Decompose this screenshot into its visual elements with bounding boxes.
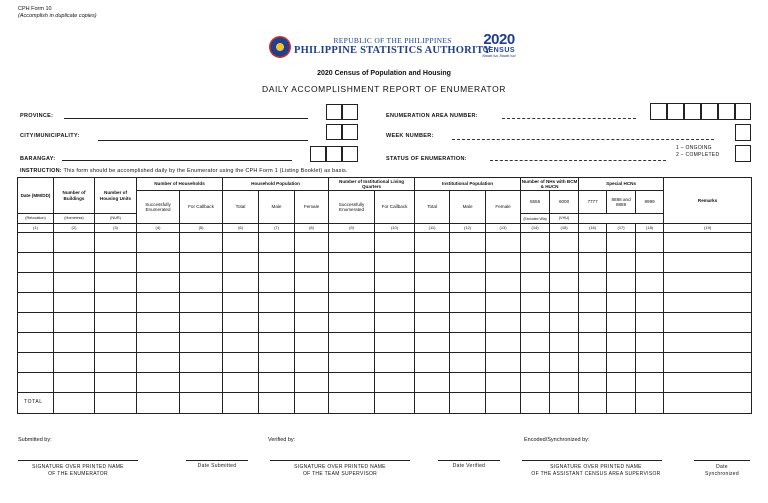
table-cell[interactable] <box>95 373 137 393</box>
col-households: Number of Households <box>137 178 223 191</box>
total-cell[interactable] <box>223 393 259 414</box>
table-row <box>18 333 752 353</box>
table-cell[interactable] <box>223 333 259 353</box>
census-title: 2020 Census of Population and Housing <box>317 70 451 77</box>
table-cell[interactable] <box>486 253 521 273</box>
column-number-row: (1) (2) (3) (4) (5) (6) (7) (8) (9) (10) (11) (12) (13) (14) (15) (16) (17) (18) (19) <box>18 224 752 233</box>
status-options: 1 – ONGOING 2 – COMPLETED <box>676 145 720 158</box>
table-cell[interactable] <box>415 333 450 353</box>
total-cell[interactable] <box>95 393 137 414</box>
col-relocation: (Relocation) <box>18 214 54 224</box>
table-cell[interactable] <box>180 373 223 393</box>
table-cell[interactable] <box>18 233 54 253</box>
city-code-box[interactable] <box>342 124 358 140</box>
total-cell[interactable] <box>486 393 521 414</box>
form-number-block <box>18 6 97 19</box>
table-cell[interactable] <box>450 293 486 313</box>
table-cell[interactable] <box>259 353 295 373</box>
table-row <box>18 233 752 253</box>
table-cell[interactable] <box>579 333 607 353</box>
table-cell[interactable] <box>259 333 295 353</box>
table-cell[interactable] <box>579 293 607 313</box>
col-date: Date (MM/DD) <box>18 178 54 214</box>
table-cell[interactable] <box>137 233 180 253</box>
col-nur: (NUR) <box>95 214 137 224</box>
date-verified-line[interactable] <box>438 460 500 461</box>
table-cell[interactable] <box>636 373 664 393</box>
total-cell[interactable] <box>295 393 329 414</box>
table-cell[interactable] <box>295 373 329 393</box>
table-cell[interactable] <box>607 273 636 293</box>
table-cell[interactable] <box>550 293 579 313</box>
table-cell[interactable] <box>295 293 329 313</box>
table-cell[interactable] <box>521 253 550 273</box>
col-remarks: Remarks <box>664 178 752 224</box>
province-label: PROVINCE: <box>20 113 54 119</box>
psa-seal-icon <box>269 36 291 58</box>
table-row <box>18 273 752 293</box>
table-cell[interactable] <box>486 353 521 373</box>
week-number-box[interactable] <box>735 124 751 141</box>
total-cell[interactable] <box>521 393 550 414</box>
table-cell[interactable] <box>521 353 550 373</box>
date-submitted-line[interactable] <box>186 460 248 461</box>
table-cell[interactable] <box>95 333 137 353</box>
submitted-by-label: Submitted by: <box>18 437 52 443</box>
province-code-box[interactable] <box>342 104 358 120</box>
col-inst-male: Male <box>450 191 486 224</box>
col-callback-hh: For Callback <box>180 191 223 224</box>
total-cell[interactable] <box>550 393 579 414</box>
table-cell[interactable] <box>180 353 223 373</box>
total-label: TOTAL <box>18 393 54 414</box>
table-cell[interactable] <box>137 313 180 333</box>
table-cell[interactable] <box>579 253 607 273</box>
table-cell[interactable] <box>450 273 486 293</box>
date-synchronized-caption: Date Synchronized <box>705 464 739 477</box>
col-vhu: (VHU) <box>550 214 579 224</box>
table-cell[interactable] <box>95 253 137 273</box>
table-cell[interactable] <box>375 313 415 333</box>
table-cell[interactable] <box>295 313 329 333</box>
total-cell[interactable] <box>180 393 223 414</box>
table-cell[interactable] <box>450 233 486 253</box>
table-cell[interactable] <box>259 293 295 313</box>
col-8888: 8888 and 8889 <box>607 191 636 214</box>
ea-code-box[interactable] <box>667 103 684 120</box>
form-number: CPH Form 10 <box>18 6 52 12</box>
col-7777: 7777 <box>579 191 607 214</box>
total-cell[interactable] <box>259 393 295 414</box>
status-box[interactable] <box>735 145 751 162</box>
supervisor-signature-line[interactable] <box>270 460 410 461</box>
ea-code-box[interactable] <box>684 103 701 120</box>
accomplishment-table <box>17 177 752 414</box>
total-cell[interactable] <box>415 393 450 414</box>
table-cell[interactable] <box>375 353 415 373</box>
table-cell[interactable] <box>54 293 95 313</box>
total-cell[interactable] <box>607 393 636 414</box>
table-cell[interactable] <box>550 233 579 253</box>
table-cell[interactable] <box>137 373 180 393</box>
table-cell[interactable] <box>137 353 180 373</box>
col-5555: 5555 <box>521 191 550 214</box>
table-cell[interactable] <box>223 253 259 273</box>
table-cell[interactable] <box>486 333 521 353</box>
agency-name: PHILIPPINE STATISTICS AUTHORITY <box>294 45 492 56</box>
table-cell[interactable] <box>223 273 259 293</box>
col-inst-total: Total <box>415 191 450 224</box>
col-excluded: (Excluded Villa) <box>521 214 550 224</box>
table-row <box>18 313 752 333</box>
province-field[interactable] <box>64 118 308 119</box>
table-cell[interactable] <box>664 353 752 373</box>
col-iq: Number of Institutional Living Quarters <box>329 178 415 191</box>
table-cell[interactable] <box>375 233 415 253</box>
table-cell[interactable] <box>295 353 329 373</box>
table-cell[interactable] <box>223 293 259 313</box>
col-hh-pop: Household Population <box>223 178 329 191</box>
city-code-box[interactable] <box>326 124 342 140</box>
col-buildings: Number of Buildings <box>54 178 95 214</box>
table-cell[interactable] <box>18 353 54 373</box>
col-hh-female: Female <box>295 191 329 224</box>
col-homeless: (Homeless) <box>54 214 95 224</box>
barangay-code-box[interactable] <box>342 146 358 162</box>
table-row <box>18 293 752 313</box>
table-cell[interactable] <box>54 273 95 293</box>
table-row <box>18 353 752 373</box>
province-code-box[interactable] <box>326 104 342 120</box>
table-cell[interactable] <box>95 313 137 333</box>
total-cell[interactable] <box>664 393 752 414</box>
table-cell[interactable] <box>18 373 54 393</box>
col-special: Special HCNs <box>579 178 664 191</box>
enumerator-signature-caption: SIGNATURE OVER PRINTED NAME OF THE ENUMERATOR <box>32 464 124 477</box>
total-cell[interactable] <box>329 393 375 414</box>
table-cell[interactable] <box>550 373 579 393</box>
table-cell[interactable] <box>18 273 54 293</box>
table-cell[interactable] <box>180 253 223 273</box>
table-cell[interactable] <box>636 233 664 253</box>
table-cell[interactable] <box>486 313 521 333</box>
table-cell[interactable] <box>295 253 329 273</box>
table-cell[interactable] <box>636 273 664 293</box>
table-cell[interactable] <box>180 313 223 333</box>
col-housing-units: Number of Housing Units <box>95 178 137 214</box>
table-cell[interactable] <box>295 273 329 293</box>
table-cell[interactable] <box>607 253 636 273</box>
table-cell[interactable] <box>295 333 329 353</box>
table-cell[interactable] <box>415 373 450 393</box>
date-submitted-caption: Date Submitted <box>197 463 237 469</box>
enumerator-signature-line[interactable] <box>18 460 138 461</box>
table-cell[interactable] <box>223 313 259 333</box>
table-cell[interactable] <box>415 293 450 313</box>
table-cell[interactable] <box>607 333 636 353</box>
table-cell[interactable] <box>137 333 180 353</box>
table-row <box>18 253 752 273</box>
table-cell[interactable] <box>636 353 664 373</box>
encoded-by-label: Encoded/Synchronized by: <box>524 437 590 443</box>
table-cell[interactable] <box>54 253 95 273</box>
table-cell[interactable] <box>579 233 607 253</box>
table-cell[interactable] <box>450 373 486 393</box>
table-cell[interactable] <box>137 273 180 293</box>
table-row <box>18 373 752 393</box>
col-hh-male: Male <box>259 191 295 224</box>
table-cell[interactable] <box>329 313 375 333</box>
table-cell[interactable] <box>550 313 579 333</box>
table-cell[interactable] <box>450 333 486 353</box>
ea-number-label: ENUMERATION AREA NUMBER: <box>386 113 478 119</box>
table-cell[interactable] <box>607 373 636 393</box>
report-title: DAILY ACCOMPLISHMENT REPORT OF ENUMERATOR <box>261 84 507 94</box>
ea-code-box[interactable] <box>701 103 718 120</box>
total-cell[interactable] <box>450 393 486 414</box>
table-cell[interactable] <box>415 313 450 333</box>
form-note: (Accomplish in duplicate copies) <box>18 12 97 19</box>
table-cell[interactable] <box>550 273 579 293</box>
table-cell[interactable] <box>329 373 375 393</box>
table-cell[interactable] <box>180 273 223 293</box>
table-cell[interactable] <box>415 273 450 293</box>
table-cell[interactable] <box>375 293 415 313</box>
city-field[interactable] <box>98 140 308 141</box>
table-cell[interactable] <box>329 273 375 293</box>
table-cell[interactable] <box>259 273 295 293</box>
total-cell[interactable] <box>579 393 607 414</box>
table-cell[interactable] <box>259 253 295 273</box>
supervisor-signature-caption: SIGNATURE OVER PRINTED NAME OF THE TEAM SUPERVISOR <box>294 464 386 477</box>
table-cell[interactable] <box>579 353 607 373</box>
table-cell[interactable] <box>18 313 54 333</box>
table-cell[interactable] <box>664 293 752 313</box>
table-cell[interactable] <box>259 373 295 393</box>
table-cell[interactable] <box>607 293 636 313</box>
col-inst-female: Female <box>486 191 521 224</box>
table-cell[interactable] <box>636 253 664 273</box>
table-cell[interactable] <box>180 333 223 353</box>
table-cell[interactable] <box>375 273 415 293</box>
table-cell[interactable] <box>180 293 223 313</box>
table-cell[interactable] <box>579 313 607 333</box>
table-cell[interactable] <box>664 253 752 273</box>
table-cell[interactable] <box>521 373 550 393</box>
table-cell[interactable] <box>223 233 259 253</box>
table-cell[interactable] <box>415 253 450 273</box>
col-callback-iq: For Callback <box>375 191 415 224</box>
week-number-label: WEEK NUMBER: <box>386 133 434 139</box>
table-cell[interactable] <box>415 233 450 253</box>
table-cell[interactable] <box>329 333 375 353</box>
table-cell[interactable] <box>550 333 579 353</box>
col-succ-hh: Successfully Enumerated <box>137 191 180 224</box>
table-cell[interactable] <box>95 353 137 373</box>
table-cell[interactable] <box>486 293 521 313</box>
table-cell[interactable] <box>375 373 415 393</box>
barangay-label: BARANGAY: <box>20 156 56 162</box>
table-cell[interactable] <box>450 313 486 333</box>
verified-by-label: Verified by: <box>268 437 296 443</box>
table-cell[interactable] <box>329 353 375 373</box>
ea-code-box[interactable] <box>735 103 751 120</box>
table-cell[interactable] <box>636 333 664 353</box>
republic-label: REPUBLIC OF THE PHILIPPINES <box>333 36 452 45</box>
table-cell[interactable] <box>664 373 752 393</box>
table-cell[interactable] <box>550 253 579 273</box>
census-logo-icon: 2020 CENSUS Bawat isa, Bawat isa! <box>482 31 516 58</box>
table-cell[interactable] <box>95 273 137 293</box>
table-cell[interactable] <box>295 233 329 253</box>
table-cell[interactable] <box>259 233 295 253</box>
table-cell[interactable] <box>137 253 180 273</box>
table-cell[interactable] <box>521 313 550 333</box>
ea-code-box[interactable] <box>718 103 735 120</box>
table-cell[interactable] <box>223 373 259 393</box>
acas-signature-line[interactable] <box>522 460 662 461</box>
total-cell[interactable] <box>636 393 664 414</box>
week-number-field[interactable] <box>452 139 714 140</box>
table-cell[interactable] <box>579 273 607 293</box>
table-cell[interactable] <box>579 373 607 393</box>
ea-number-field[interactable] <box>502 118 636 119</box>
barangay-field[interactable] <box>62 160 292 161</box>
table-cell[interactable] <box>486 273 521 293</box>
status-field[interactable] <box>490 160 666 161</box>
table-cell[interactable] <box>664 273 752 293</box>
table-cell[interactable] <box>664 333 752 353</box>
col-inst-pop: Institutional Population <box>415 178 521 191</box>
table-cell[interactable] <box>54 373 95 393</box>
table-cell[interactable] <box>95 233 137 253</box>
table-cell[interactable] <box>54 353 95 373</box>
table-cell[interactable] <box>450 253 486 273</box>
table-cell[interactable] <box>18 333 54 353</box>
table-cell[interactable] <box>607 313 636 333</box>
table-cell[interactable] <box>54 313 95 333</box>
ea-code-box[interactable] <box>650 103 667 120</box>
table-cell[interactable] <box>329 253 375 273</box>
agency-name-block <box>294 36 491 56</box>
acas-signature-caption: SIGNATURE OVER PRINTED NAME OF THE ASSISTANT CENSUS AREA SUPERVISOR <box>531 464 661 477</box>
date-verified-caption: Date Verified <box>452 463 486 469</box>
total-cell[interactable] <box>375 393 415 414</box>
table-cell[interactable] <box>18 253 54 273</box>
col-9999: 9999 <box>636 191 664 214</box>
col-hh-total: Total <box>223 191 259 224</box>
col-nhh: Number of NHs with BCM & HUCN <box>521 178 578 189</box>
barangay-code-box[interactable] <box>310 146 326 162</box>
total-cell[interactable] <box>137 393 180 414</box>
table-cell[interactable] <box>636 293 664 313</box>
col-6000: 6000 <box>550 191 579 214</box>
table-cell[interactable] <box>54 233 95 253</box>
status-label: STATUS OF ENUMERATION: <box>386 156 467 162</box>
table-cell[interactable] <box>486 233 521 253</box>
table-cell[interactable] <box>95 293 137 313</box>
table-cell[interactable] <box>415 353 450 373</box>
table-cell[interactable] <box>259 313 295 333</box>
table-cell[interactable] <box>375 333 415 353</box>
table-cell[interactable] <box>550 353 579 373</box>
table-cell[interactable] <box>521 233 550 253</box>
table-cell[interactable] <box>180 233 223 253</box>
table-cell[interactable] <box>137 293 180 313</box>
table-cell[interactable] <box>664 233 752 253</box>
table-cell[interactable] <box>521 273 550 293</box>
table-cell[interactable] <box>636 313 664 333</box>
total-row <box>18 393 752 414</box>
table-cell[interactable] <box>223 353 259 373</box>
instruction: INSTRUCTION: This form should be accomplished daily by the Enumerator using the CPH Form 1 (Listing Booklet) as basis. <box>20 168 348 174</box>
table-cell[interactable] <box>375 253 415 273</box>
table-cell[interactable] <box>329 293 375 313</box>
table-cell[interactable] <box>664 313 752 333</box>
table-cell[interactable] <box>521 293 550 313</box>
table-cell[interactable] <box>54 333 95 353</box>
col-succ-iq: Successfully Enumerated <box>329 191 375 224</box>
city-label: CITY/MUNICIPALITY: <box>20 133 80 139</box>
barangay-code-box[interactable] <box>326 146 342 162</box>
table-cell[interactable] <box>329 233 375 253</box>
table-cell[interactable] <box>607 233 636 253</box>
date-synchronized-line[interactable] <box>694 460 750 461</box>
table-cell[interactable] <box>450 353 486 373</box>
table-cell[interactable] <box>607 353 636 373</box>
total-cell[interactable] <box>54 393 95 414</box>
table-cell[interactable] <box>18 293 54 313</box>
table-cell[interactable] <box>521 333 550 353</box>
table-cell[interactable] <box>486 373 521 393</box>
